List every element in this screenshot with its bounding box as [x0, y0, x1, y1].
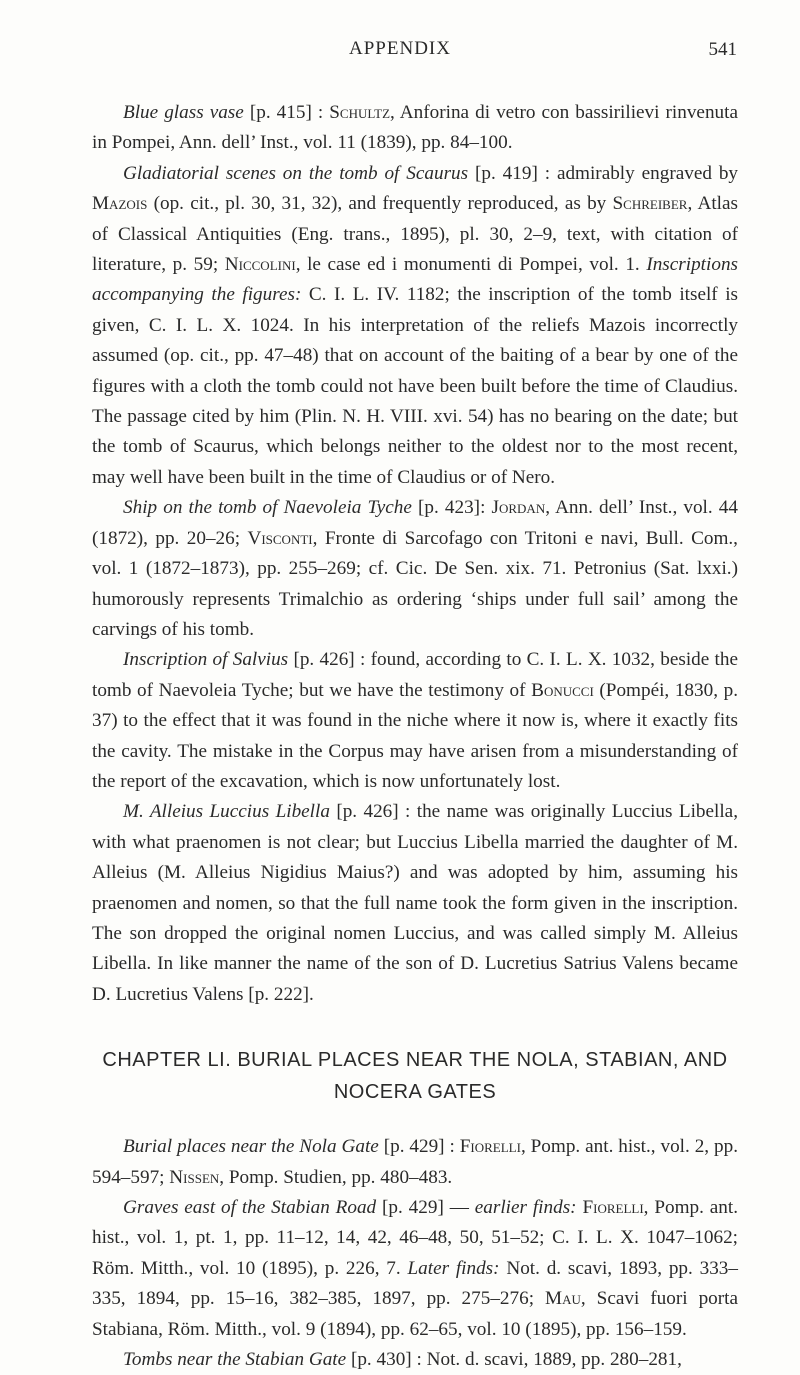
note-paragraph: [92, 797, 738, 1010]
text-run: , Pomp. Studien, pp. 480–483.: [219, 1166, 453, 1188]
author-name: Mazois: [92, 193, 148, 215]
appendix-notes-chapter-l: [92, 98, 738, 1010]
text-run: , Anforina di vetro con bassirilievi rinvenuta in Pompei, Ann. dell’ Inst., vol. 11 (1839), pp. 84–100.: [92, 102, 738, 154]
text-run: , Ann. dell’ Inst., vol. 44 (1872), pp. 20–26;: [92, 497, 738, 549]
italic-run: Later finds:: [407, 1257, 500, 1279]
italic-run: earlier finds:: [474, 1197, 577, 1218]
author-name: Niccolini: [224, 254, 296, 276]
text-run: [p. 429] :: [378, 1136, 460, 1158]
running-header: [0, 16, 800, 60]
author-name: Nissen: [169, 1166, 220, 1188]
page-number: 541: [708, 39, 737, 60]
italic-run: Ship on the tomb of Naevoleia Tyche: [123, 497, 412, 519]
note-paragraph: [92, 1193, 738, 1345]
author-name: Mau: [545, 1288, 581, 1310]
note-paragraph: [92, 1345, 738, 1375]
italic-run: Blue glass vase: [123, 102, 244, 123]
note-paragraph: [92, 98, 738, 159]
note-paragraph: [92, 493, 738, 645]
page-body: [92, 98, 738, 1375]
text-run: [p. 430] : Not. d. scavi, 1889, pp. 280–281,: [346, 1349, 682, 1371]
text-run: [p. 415] :: [243, 102, 330, 123]
appendix-notes-chapter-li: [92, 1132, 738, 1375]
author-name: Visconti: [247, 527, 313, 549]
author-name: Fiorelli: [582, 1197, 644, 1218]
text-run: (op. cit., pl. 30, 31, 32), and frequently reproduced, as by: [147, 193, 613, 215]
italic-run: Burial places near the Nola Gate: [123, 1136, 379, 1158]
italic-run: Tombs near the Stabian Gate: [123, 1349, 347, 1371]
author-name: Schreiber: [612, 193, 688, 215]
note-paragraph: [92, 159, 738, 493]
text-run: [p. 426] : the name was originally Luccius Libella, with what praenomen is not clear; but Luccius Libella married the daughter of M. Alleius (M. Alleius Nigidius Maius?) and was adopted by him, assuming his praenomen and nomen, so that the full name took the form given in the inscription. The son dropped the original nomen Luccius, and was called simply M. Alleius Libella. In like manner the name of the son of D. Lucretius Satrius Valens became D. Lucretius Valens [p. 222].: [92, 801, 738, 1005]
italic-run: M. Alleius Luccius Libella: [123, 801, 330, 823]
author-name: Jordan: [491, 497, 546, 519]
running-title: APPENDIX: [349, 38, 451, 59]
text-run: , Pomp. ant. hist., vol. 2, pp. 594–597;: [92, 1136, 738, 1188]
italic-run: Graves east of the Stabian Road: [123, 1197, 377, 1218]
text-run: , Pomp. ant. hist., vol. 1, pt. 1, pp. 11–12, 14, 42, 46–48, 50, 51–52; C. I. L. X. 1047–1062; Röm. Mitth., vol. 10 (1895), p. 226, 7.: [92, 1197, 739, 1279]
text-run: , Atlas of Classical Antiquities (Eng. trans., 1895), pl. 30, 2–9, text, with citation of literature, p. 59;: [92, 193, 738, 276]
author-name: Schultz: [329, 102, 391, 123]
text-run: [p. 419] : admirably engraved by: [468, 162, 739, 184]
author-name: Bonucci: [531, 679, 594, 701]
text-run: [p. 423]:: [411, 497, 492, 519]
note-paragraph: [92, 645, 738, 797]
italic-run: Inscriptions accompanying the figures:: [92, 254, 739, 306]
text-run: , le case ed i monumenti di Pompei, vol. 1.: [295, 254, 647, 276]
author-name: Fiorelli: [459, 1136, 521, 1158]
text-run: (Pompéi, 1830, p. 37) to the effect that it was found in the niche where it now is, where it exactly fits the cavity. The mistake in the Corpus may have arisen from a misunderstanding of the report of the excavation, which is now unfortunately lost.: [92, 679, 738, 792]
text-run: Not. d. scavi, 1893, pp. 333–335, 1894, pp. 15–16, 382–385, 1897, pp. 275–276;: [92, 1257, 738, 1310]
text-run: [p. 429] —: [376, 1197, 475, 1218]
text-run: , Fronte di Sarcofago con Tritoni e navi, Bull. Com., vol. 1 (1872–1873), pp. 255–269; cf. Cic. De Sen. xix. 71. Petronius (Sat. lxxi.) humorously represents Trimalchio as ordering ‘ships under full sail’ among the carvings of his tomb.: [92, 527, 738, 640]
chapter-heading: CHAPTER LI. BURIAL PLACES NEAR THE NOLA, STABIAN, AND NOCERA GATES: [102, 1049, 728, 1104]
italic-run: Gladiatorial scenes on the tomb of Scaurus: [123, 162, 469, 184]
text-run: C. I. L. IV. 1182; the inscription of the tomb itself is given, C. I. L. X. 1024. In his interpretation of the reliefs Mazois incorrectly assumed (op. cit., pp. 47–48) that on account of the baiting of a bear by one of the figures with a cloth the tomb could not have been built before the time of Claudius. The passage cited by him (Plin. N. H. VIII. xvi. 54) has no bearing on the date; but the tomb of Scaurus, which belongs neither to the oldest nor to the most recent, may well have been built in the time of Claudius or of Nero.: [92, 284, 739, 488]
note-paragraph: [92, 1132, 738, 1193]
text-run: , Scavi fuori porta Stabiana, Röm. Mitth., vol. 9 (1894), pp. 62–65, vol. 10 (1895), pp. 156–159.: [92, 1288, 738, 1340]
text-run: [p. 426] : found, according to C. I. L. X. 1032, beside the tomb of Naevoleia Tyche; but we have the testimony of: [92, 649, 738, 701]
italic-run: Inscription of Salvius: [123, 649, 289, 671]
